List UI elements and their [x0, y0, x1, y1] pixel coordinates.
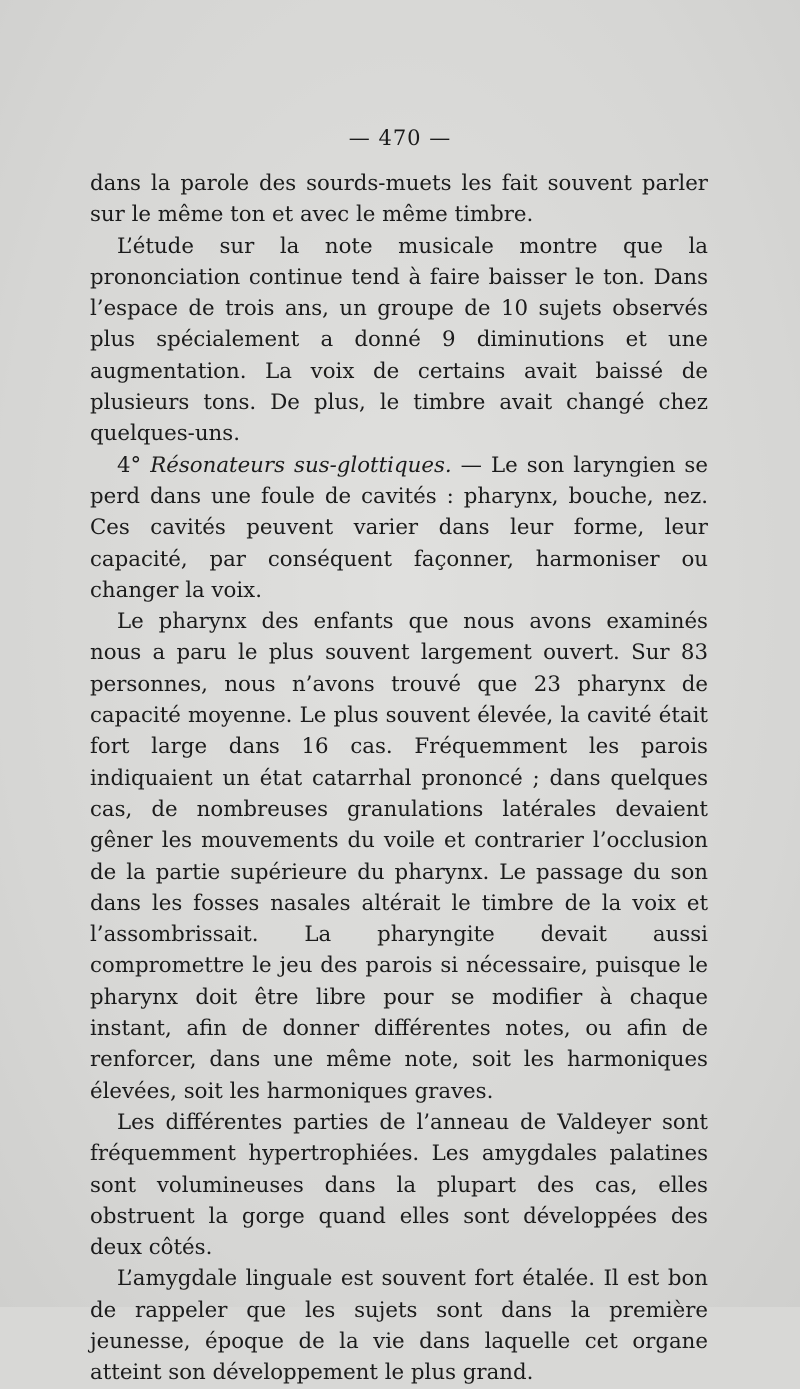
paragraph-musical-note: L’étude sur la note musicale montre que la prononciation continue tend à faire baisser le ton. Dans l’espace de trois ans, un groupe de 10 sujets observés plus spécialement a donné 9 diminutions et une augmentation. La voix de certains avait baissé de plusieurs tons. De plus, le timbre avait changé chez quelques-uns.: [90, 233, 708, 447]
paragraph-pharynx: Le pharynx des enfants que nous avons examinés nous a paru le plus souvent largement ouvert. Sur 83 personnes, nous n’avons trouvé que 23 pharynx de capacité moyenne. Le plus souvent élevée, la cavité était fort large dans 16 cas. Fréquemment les parois indiquaient un état catarrhal prononcé ; dans quelques cas, de nombreuses granulations latérales devaient gêner les mouvements du voile et contrarier l’occlusion de la partie supérieure du pharynx. Le passage du son dans les fosses nasales altérait le timbre de la voix et l’assombrissait. La pharyngite devait aussi compromettre le jeu des parois si nécessaire, puisque le pharynx doit être libre pour se modifier à chaque instant, afin de donner différentes notes, ou afin de renforcer, dans une même note, soit les harmoniques élevées, soit les harmoniques graves.: [90, 609, 708, 1104]
paragraph-lingual-tonsil: L’amygdale linguale est souvent fort étalée. Il est bon de rappeler que les sujets sont dans la première jeunesse, époque de la vie dans laquelle cet organe atteint son développement le plus grand.: [90, 1266, 708, 1386]
section-number: 4°: [117, 452, 142, 478]
section-heading: Résonateurs sus-glottiques.: [150, 452, 452, 478]
page-number: — 470 —: [348, 126, 452, 150]
paragraph-valdeyer-ring: Les différentes parties de l’anneau de Valdeyer sont fréquemment hypertrophiées. Les amygdales palatines sont volumineuses dans la plupart des cas, elles obstruent la gorge quand elles sont développées des deux côtés.: [90, 1109, 708, 1261]
paragraph-continuation: dans la parole des sourds-muets les fait souvent parler sur le même ton et avec le même timbre.: [90, 171, 708, 228]
paragraph-resonators: [90, 450, 708, 606]
section-text: — Le son laryngien se perd dans une foule de cavités : pharynx, bouche, nez. Ces cavités peuvent varier dans leur forme, leur capacité, par conséquent façonner, harmoniser ou changer la voix.: [90, 452, 708, 603]
body-text: [90, 168, 708, 1389]
